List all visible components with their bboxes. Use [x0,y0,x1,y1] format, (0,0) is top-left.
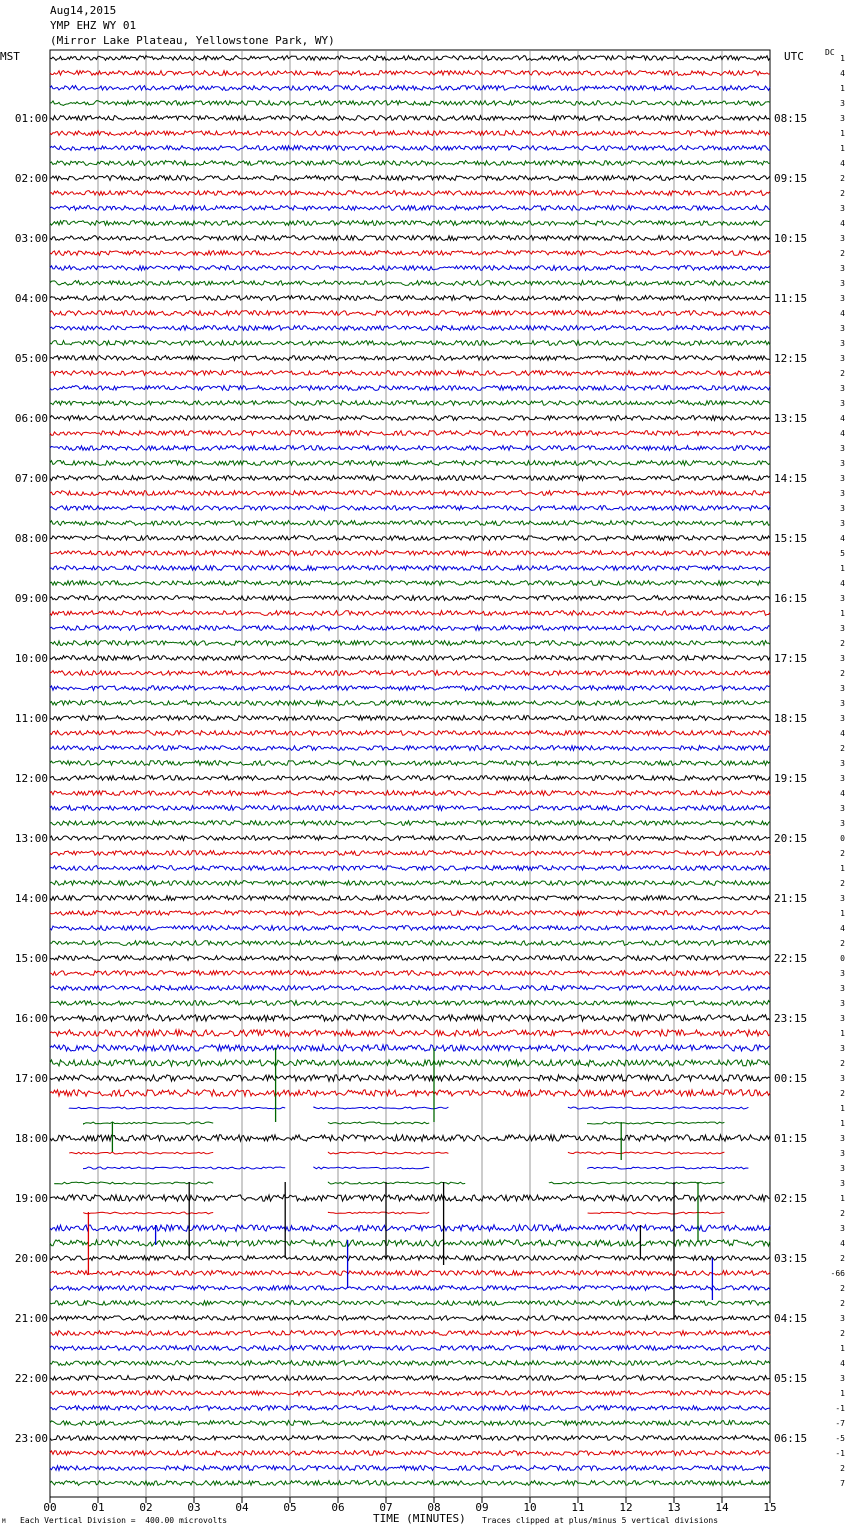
trace-51 [50,806,770,811]
dc-offset-value: 3 [840,774,845,783]
left-hour-label: 13:00 [14,832,48,845]
dc-offset-value: 3 [840,714,845,723]
dc-offset-value: 1 [840,1389,845,1398]
trace-12 [50,221,770,226]
trace-21 [50,356,770,361]
right-hour-label: 03:15 [774,1252,808,1265]
trace-60 [50,941,770,946]
right-hour-label: 08:15 [774,112,808,125]
dc-offset-value: 0 [840,834,845,843]
trace-9 [50,176,770,181]
trace-75 [84,1167,749,1169]
trace-3 [50,86,770,91]
dc-offset-value: 4 [840,789,845,798]
dc-offset-value: 1 [840,54,845,63]
trace-1 [50,56,770,61]
trace-35 [50,566,770,571]
left-hour-label: 19:00 [14,1192,48,1205]
trace-61 [50,956,770,961]
trace-20 [50,341,770,346]
dc-offset-value: 2 [840,174,845,183]
trace-34 [50,551,770,556]
x-tick-label: 07 [379,1501,393,1514]
trace-58 [50,911,770,916]
dc-offset-value: 2 [840,669,845,678]
dc-offset-value: 3 [840,594,845,603]
x-tick-label: 00 [43,1501,57,1514]
dc-offset-value: 4 [840,1239,845,1248]
right-hour-label: 09:15 [774,172,808,185]
trace-40 [50,641,770,646]
dc-offset-value: 3 [840,1224,845,1233]
dc-offset-value: 3 [840,444,845,453]
dc-offset-value: 3 [840,1074,845,1083]
trace-89 [50,1376,770,1381]
x-axis-title: TIME (MINUTES) [373,1512,466,1525]
dc-offset-value: 2 [840,744,845,753]
trace-65 [50,1015,770,1021]
dc-offset-value: 3 [840,114,845,123]
left-hour-label: 07:00 [14,472,48,485]
trace-64 [50,1001,770,1006]
trace-94 [50,1451,770,1456]
trace-63 [50,986,770,991]
right-hour-label: 14:15 [774,472,808,485]
left-hour-label: 03:00 [14,232,48,245]
dc-offset-value: 5 [840,549,845,558]
station-code: YMP EHZ WY 01 [50,19,137,32]
trace-72 [84,1122,725,1124]
left-hour-label: 02:00 [14,172,48,185]
dc-offset-value: 1 [840,1194,845,1203]
dc-offset-value: 3 [840,819,845,828]
trace-48 [50,761,770,766]
clip-note: Traces clipped at plus/minus 5 vertical divisions [482,1516,719,1525]
dc-offset-value: 1 [840,1104,845,1113]
dc-offset-value: 3 [840,279,845,288]
right-hour-label: 20:15 [774,832,808,845]
dc-offset-value: -66 [830,1269,845,1278]
left-timezone-label: MST [0,50,20,63]
dc-offset-value: -5 [835,1434,845,1443]
trace-54 [50,851,770,856]
trace-91 [50,1406,770,1411]
trace-44 [50,701,770,706]
right-hour-label: 17:15 [774,652,808,665]
trace-39 [50,626,770,631]
dc-offset-value: 2 [840,879,845,888]
dc-offset-value: 2 [840,369,845,378]
left-hour-label: 11:00 [14,712,48,725]
trace-6 [50,131,770,136]
x-tick-label: 04 [235,1501,249,1514]
dc-offset-value: 3 [840,504,845,513]
dc-offset-value: 2 [840,189,845,198]
dc-offset-value: 1 [840,1344,845,1353]
right-hour-label: 04:15 [774,1312,808,1325]
trace-71 [69,1107,748,1109]
dc-offset-value: 3 [840,294,845,303]
dc-offset-value: 2 [840,1464,845,1473]
left-hour-label: 05:00 [14,352,48,365]
right-hour-label: 01:15 [774,1132,808,1145]
dc-offset-value: 2 [840,1329,845,1338]
trace-73 [50,1135,770,1141]
trace-27 [50,446,770,451]
dc-offset-value: 3 [840,399,845,408]
dc-offset-value: 4 [840,924,845,933]
trace-29 [50,476,770,481]
dc-offset-value: 2 [840,1059,845,1068]
trace-83 [50,1286,770,1291]
right-hour-label: 11:15 [774,292,808,305]
trace-22 [50,371,770,376]
trace-66 [50,1030,770,1036]
left-hour-label: 01:00 [14,112,48,125]
dc-offset-value: -1 [835,1404,845,1413]
dc-offset-value: 3 [840,99,845,108]
dc-offset-value: 3 [840,1314,845,1323]
dc-offset-value: 3 [840,384,845,393]
x-tick-label: 05 [283,1501,297,1514]
right-hour-label: 16:15 [774,592,808,605]
right-hour-label: 23:15 [774,1012,808,1025]
right-hour-label: 02:15 [774,1192,808,1205]
right-hour-label: 18:15 [774,712,808,725]
trace-15 [50,266,770,271]
trace-77 [50,1195,770,1201]
dc-offset-value: 2 [840,1254,845,1263]
trace-31 [50,506,770,511]
right-hour-label: 06:15 [774,1432,808,1445]
right-hour-label: 05:15 [774,1372,808,1385]
dc-offset-value: 4 [840,414,845,423]
dc-offset-value: 1 [840,129,845,138]
left-hour-label: 16:00 [14,1012,48,1025]
trace-10 [50,191,770,196]
trace-95 [50,1466,770,1471]
dc-offset-value: 2 [840,939,845,948]
trace-87 [50,1346,770,1351]
dc-offset-value: 3 [840,894,845,903]
x-tick-label: 06 [331,1501,345,1514]
dc-offset-value: 4 [840,159,845,168]
trace-37 [50,596,770,601]
trace-33 [50,536,770,541]
trace-67 [50,1045,770,1051]
right-hour-label: 15:15 [774,532,808,545]
trace-88 [50,1361,770,1366]
x-tick-label: 10 [523,1501,537,1514]
trace-2 [50,71,770,76]
trace-28 [50,461,770,466]
left-hour-label: 21:00 [14,1312,48,1325]
trace-42 [50,671,770,676]
trace-23 [50,386,770,391]
dc-offset-value: 7 [840,1479,845,1488]
trace-96 [50,1481,770,1486]
trace-47 [50,746,770,751]
dc-offset-value: 2 [840,639,845,648]
dc-offset-value: 3 [840,654,845,663]
trace-4 [50,101,770,106]
dc-offset-value: 3 [840,684,845,693]
dc-offset-value: 3 [840,624,845,633]
right-timezone-label: UTC [784,50,804,63]
dc-offset-value: 3 [840,234,845,243]
trace-19 [50,326,770,331]
dc-offset-value: 2 [840,1209,845,1218]
dc-offset-value: 3 [840,354,845,363]
dc-offset-value: 3 [840,804,845,813]
dc-offset-value: 3 [840,264,845,273]
trace-50 [50,791,770,796]
trace-5 [50,116,770,121]
trace-90 [50,1391,770,1396]
dc-offset-value: 1 [840,564,845,573]
left-hour-label: 20:00 [14,1252,48,1265]
dc-offset-value: 4 [840,69,845,78]
trace-30 [50,491,770,496]
trace-79 [50,1225,770,1231]
left-hour-label: 12:00 [14,772,48,785]
dc-offset-value: 1 [840,144,845,153]
dc-label: DC [825,48,835,57]
trace-36 [50,581,770,586]
trace-17 [50,296,770,301]
dc-offset-value: 2 [840,1089,845,1098]
trace-56 [50,881,770,886]
trace-32 [50,521,770,526]
right-hour-label: 13:15 [774,412,808,425]
right-hour-label: 21:15 [774,892,808,905]
station-location: (Mirror Lake Plateau, Yellowstone Park, WY) [50,34,335,47]
left-hour-label: 23:00 [14,1432,48,1445]
trace-76 [55,1182,725,1184]
left-hour-label: 10:00 [14,652,48,665]
dc-offset-value: 4 [840,219,845,228]
trace-81 [50,1256,770,1261]
right-hour-label: 00:15 [774,1072,808,1085]
dc-offset-value: 3 [840,1374,845,1383]
dc-offset-value: 4 [840,309,845,318]
trace-92 [50,1421,770,1426]
dc-offset-value: 2 [840,1284,845,1293]
trace-84 [50,1301,770,1306]
dc-offset-value: 3 [840,999,845,1008]
trace-18 [50,311,770,316]
x-tick-label: 14 [715,1501,729,1514]
dc-offset-value: 1 [840,1119,845,1128]
dc-offset-value: 4 [840,1359,845,1368]
dc-offset-value: 1 [840,84,845,93]
left-hour-label: 04:00 [14,292,48,305]
corner-mark: M [2,1518,6,1525]
trace-24 [50,401,770,406]
right-hour-label: 22:15 [774,952,808,965]
dc-offset-value: 3 [840,1044,845,1053]
left-hour-label: 17:00 [14,1072,48,1085]
dc-offset-value: 1 [840,609,845,618]
dc-offset-value: 3 [840,699,845,708]
trace-41 [50,656,770,661]
x-tick-label: 08 [427,1501,441,1514]
x-tick-label: 09 [475,1501,489,1514]
trace-70 [50,1090,770,1096]
plot-date: Aug14,2015 [50,4,117,17]
left-hour-label: 18:00 [14,1132,48,1145]
x-tick-label: 15 [763,1501,777,1514]
dc-offset-value: 3 [840,204,845,213]
left-hour-label: 06:00 [14,412,48,425]
x-tick-label: 13 [667,1501,681,1514]
left-hour-label: 15:00 [14,952,48,965]
left-hour-label: 08:00 [14,532,48,545]
dc-offset-value: 0 [840,954,845,963]
trace-59 [50,926,770,931]
trace-16 [50,281,770,286]
x-tick-label: 12 [619,1501,633,1514]
dc-offset-value: 3 [840,969,845,978]
x-tick-label: 02 [139,1501,153,1514]
dc-offset-value: 3 [840,1179,845,1188]
dc-offset-value: 1 [840,1029,845,1038]
left-hour-label: 14:00 [14,892,48,905]
dc-offset-value: 4 [840,429,845,438]
dc-offset-value: 4 [840,729,845,738]
trace-8 [50,161,770,166]
dc-offset-value: 3 [840,324,845,333]
trace-53 [50,836,770,841]
right-hour-label: 10:15 [774,232,808,245]
dc-offset-value: 3 [840,339,845,348]
dc-offset-value: 2 [840,849,845,858]
left-hour-label: 09:00 [14,592,48,605]
trace-85 [50,1316,770,1321]
dc-offset-value: 3 [840,1164,845,1173]
x-tick-label: 11 [571,1501,585,1514]
trace-86 [50,1331,770,1336]
dc-offset-value: 4 [840,534,845,543]
dc-offset-value: 2 [840,1299,845,1308]
x-tick-label: 01 [91,1501,105,1514]
dc-offset-value: 1 [840,864,845,873]
trace-82 [50,1271,770,1276]
dc-offset-value: 3 [840,1134,845,1143]
right-hour-label: 19:15 [774,772,808,785]
trace-49 [50,776,770,781]
x-tick-label: 03 [187,1501,201,1514]
dc-offset-value: -1 [835,1449,845,1458]
dc-offset-value: 4 [840,579,845,588]
dc-offset-value: 3 [840,1014,845,1023]
dc-offset-value: 3 [840,474,845,483]
trace-26 [50,431,770,436]
trace-7 [50,146,770,151]
dc-offset-value: 2 [840,249,845,258]
trace-57 [50,896,770,901]
dc-offset-value: 3 [840,519,845,528]
trace-14 [50,251,770,256]
scale-note: Each Vertical Division = 400.00 microvolts [20,1516,228,1525]
dc-offset-value: 3 [840,1149,845,1158]
trace-25 [50,416,770,421]
dc-offset-value: 3 [840,489,845,498]
trace-45 [50,716,770,721]
trace-43 [50,686,770,691]
trace-52 [50,821,770,826]
trace-38 [50,611,770,616]
trace-93 [50,1436,770,1441]
trace-13 [50,236,770,241]
left-hour-label: 22:00 [14,1372,48,1385]
trace-69 [50,1075,770,1081]
right-hour-label: 12:15 [774,352,808,365]
dc-offset-value: -7 [835,1419,845,1428]
trace-78 [84,1212,725,1214]
dc-offset-value: 1 [840,909,845,918]
trace-68 [50,1060,770,1066]
trace-55 [50,866,770,871]
dc-offset-value: 3 [840,459,845,468]
dc-offset-value: 3 [840,759,845,768]
trace-46 [50,731,770,736]
trace-11 [50,206,770,211]
dc-offset-value: 3 [840,984,845,993]
trace-62 [50,971,770,976]
trace-80 [50,1240,770,1246]
